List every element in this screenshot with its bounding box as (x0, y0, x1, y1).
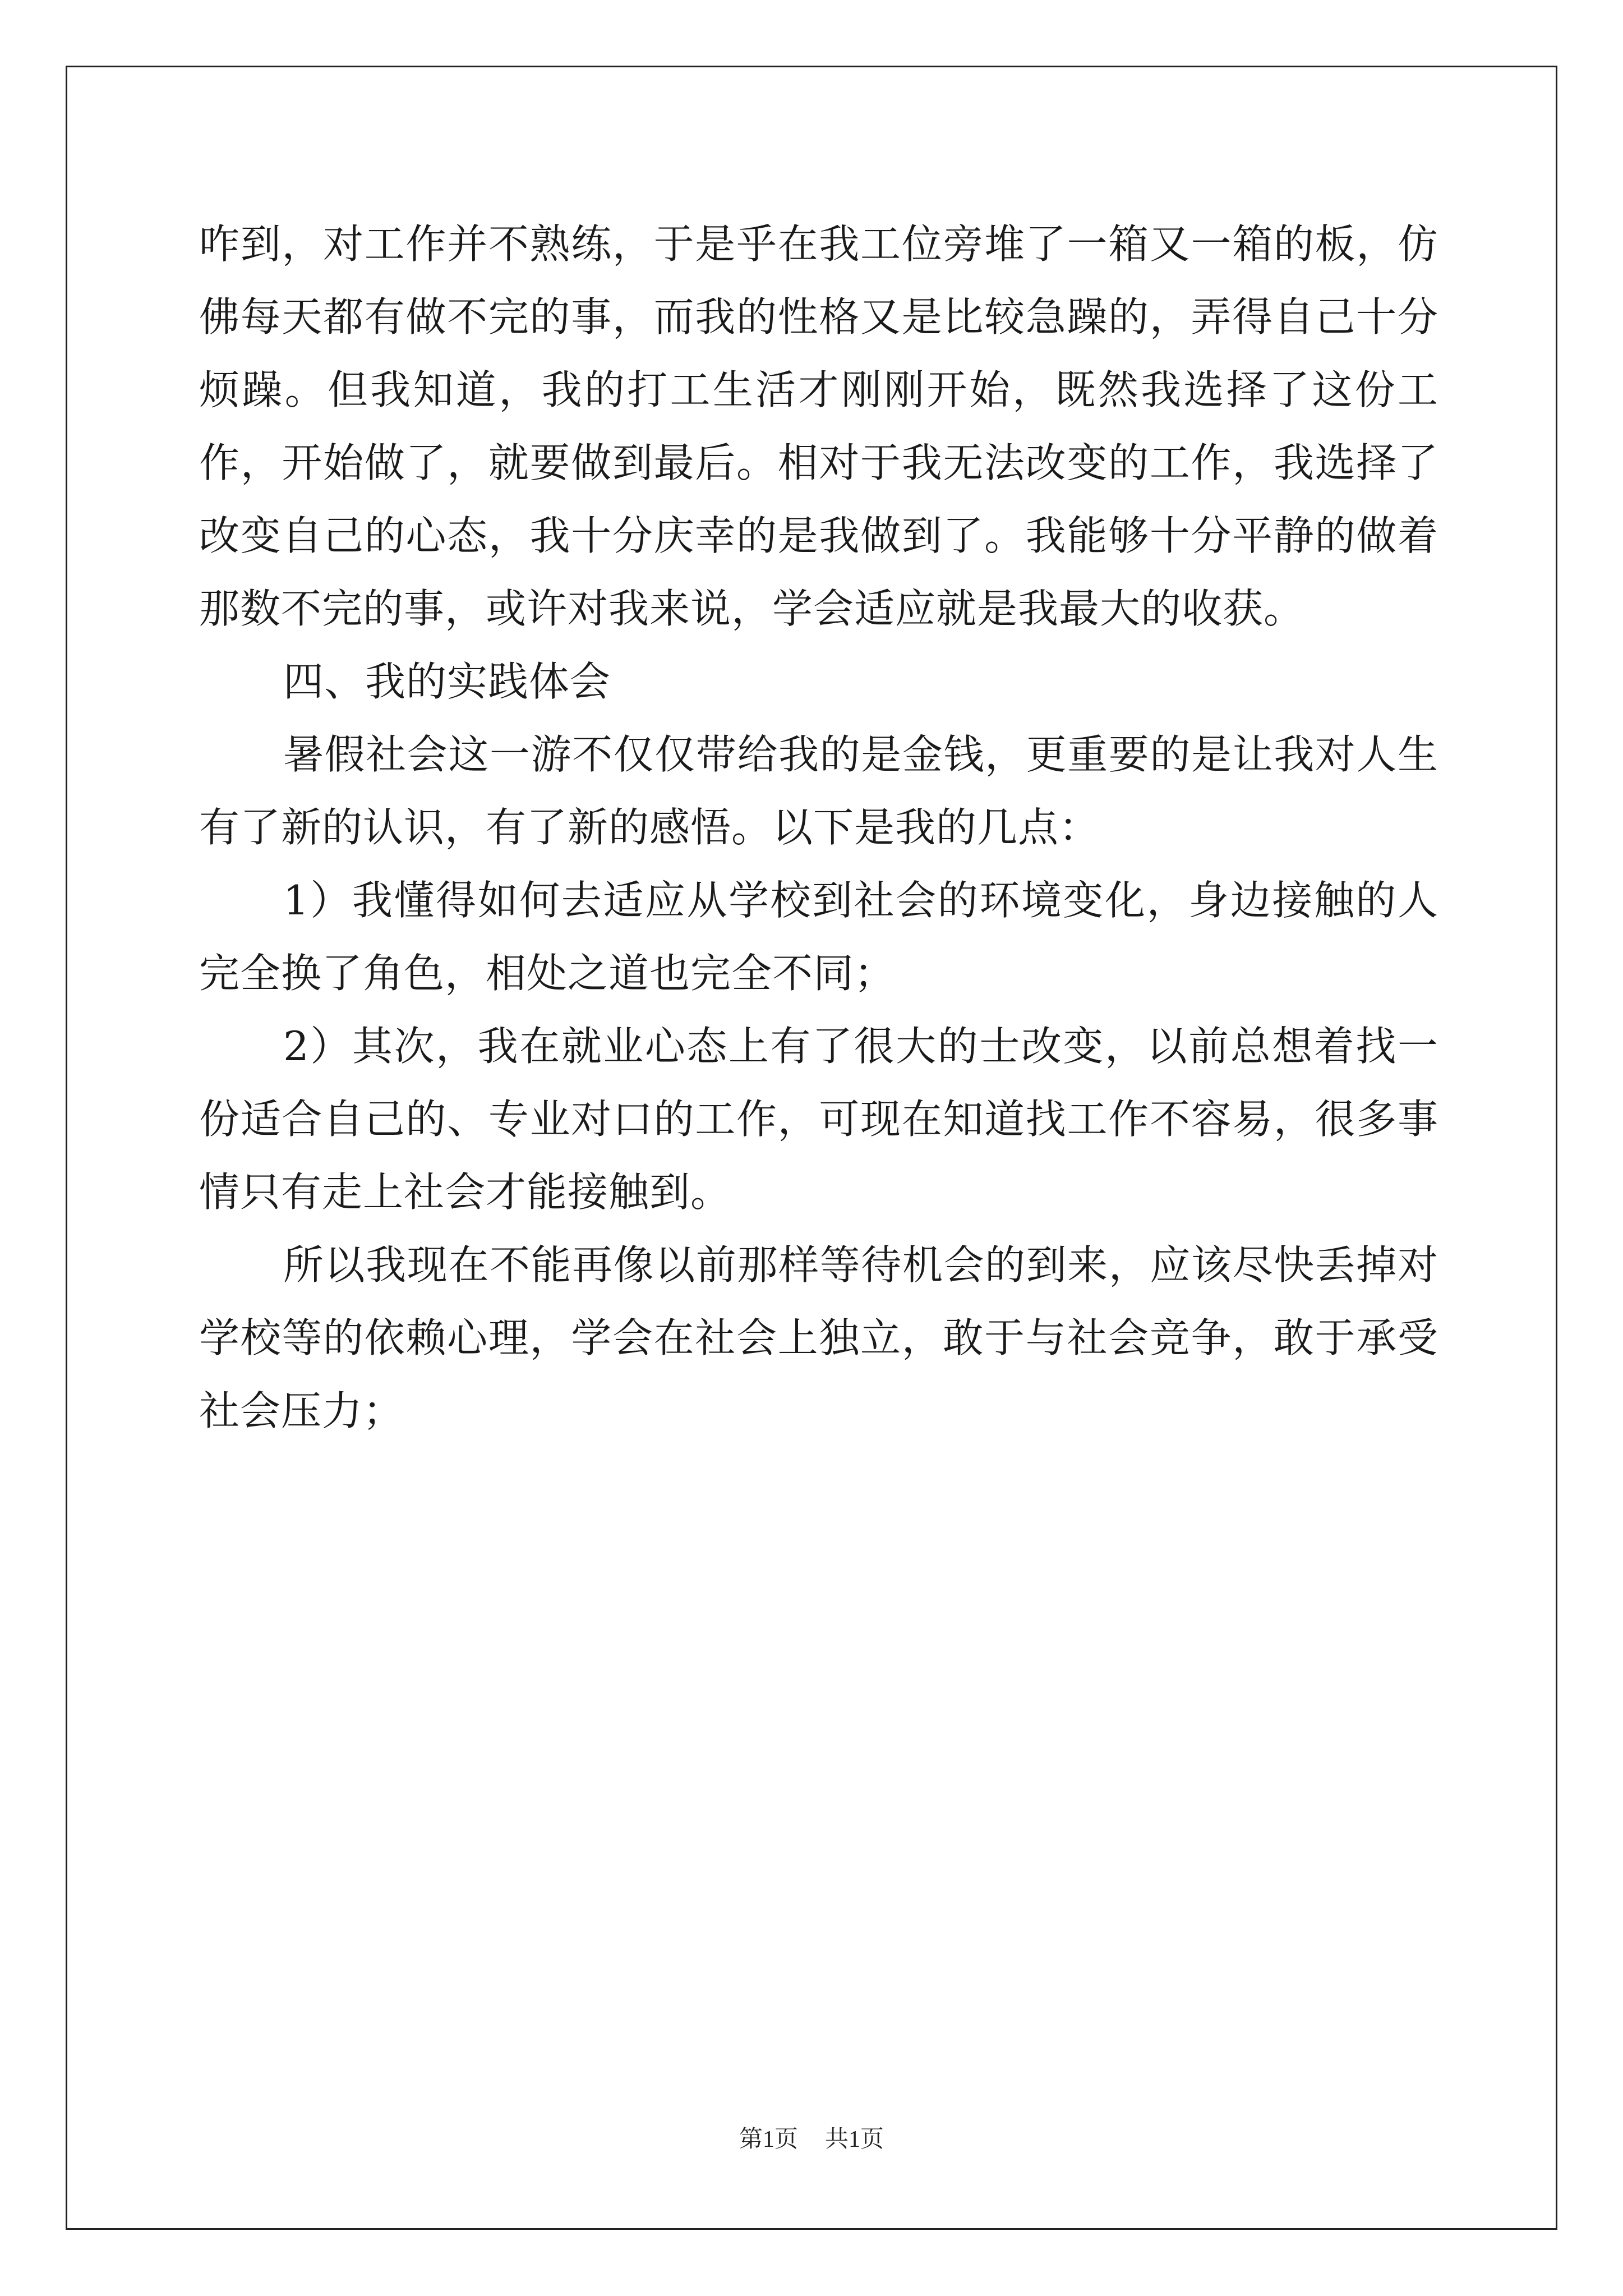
paragraph-continuation: 咋到，对工作并不熟练，于是乎在我工位旁堆了一箱又一箱的板，仿佛每天都有做不完的事，而我的性格又是比较急躁的，弄得自己十分烦躁。但我知道，我的打工生活才刚刚开始，既然我选择了这份工作，开始做了，就要做到最后。相对于我无法改变的工作，我选择了改变自己的心态，我十分庆幸的是我做到了。我能够十分平静的做着那数不完的事，或许对我来说，学会适应就是我最大的收获。 (199, 220, 1438, 632)
paragraph-intro: 暑假社会这一游不仅仅带给我的是金钱，更重要的是让我对人生有了新的认识，有了新的感悟。以下是我的几点： (199, 731, 1438, 851)
paragraph-point-1: 1）我懂得如何去适应从学校到社会的环境变化，身边接触的人完全换了角色，相处之道也完全不同； (199, 877, 1438, 997)
section-heading: 四、我的实践体会 (283, 658, 611, 705)
paragraph-conclusion: 所以我现在不能再像以前那样等待机会的到来，应该尽快丢掉对学校等的依赖心理，学会在社会上独立，敢于与社会竞争，敢于承受社会压力； (199, 1241, 1438, 1434)
document-body (199, 208, 1438, 1447)
page-number: 第1页 (739, 2127, 798, 2152)
paragraph-point-2: 2）其次，我在就业心态上有了很大的士改变，以前总想着找一份适合自己的、专业对口的工作，可现在知道找工作不容易，很多事情只有走上社会才能接触到。 (199, 1023, 1438, 1216)
page-footer (0, 2123, 1623, 2156)
page-total: 共1页 (825, 2127, 884, 2152)
